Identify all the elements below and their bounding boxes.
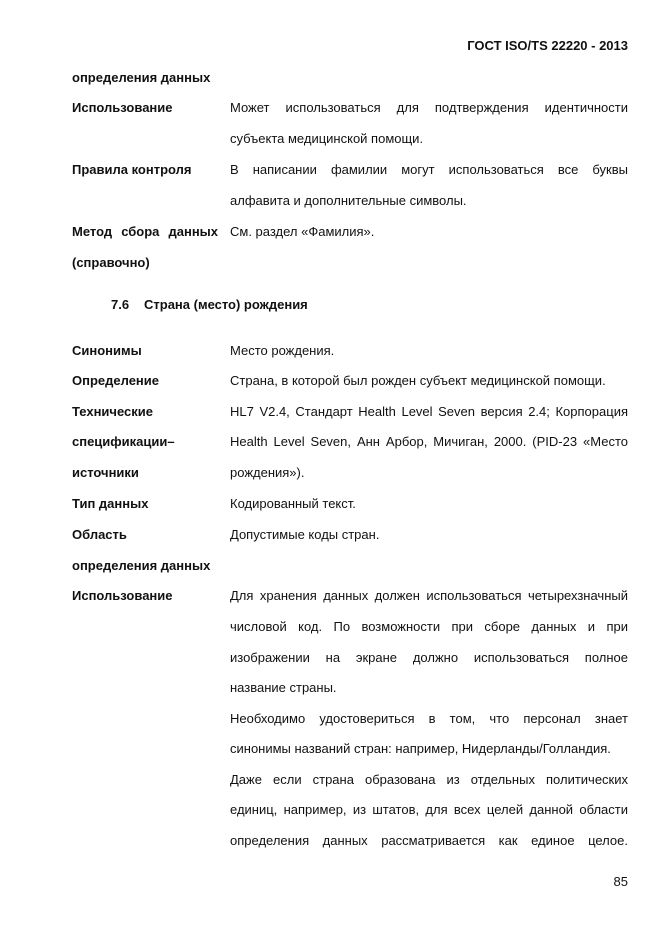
domain-label-line-2: определения данных	[72, 558, 211, 573]
section-number: 7.6	[111, 297, 130, 312]
tech-value-line-3: рождения»).	[230, 465, 305, 480]
usage-line-3: изображении на экране должно использоваться полное	[230, 650, 628, 665]
tech-value-line-1: HL7 V2.4, Стандарт Health Level Seven версия 2.4; Корпорация	[230, 404, 628, 419]
usage-line-7: Даже если страна образована из отдельных политических	[230, 772, 628, 787]
usage-line-9: определения данных рассматривается как единое целое.	[230, 833, 628, 848]
usage-line-4: название страны.	[230, 680, 337, 695]
usage-line-5: Необходимо удостовериться в том, что персонал знает	[230, 711, 628, 726]
usage-line-2: числовой код. По возможности при сборе данных и при	[230, 619, 628, 634]
prev-usage-line-2: субъекта медицинской помощи.	[230, 131, 424, 146]
prev-usage-line-1: Может использоваться для подтверждения идентичности	[230, 100, 628, 115]
prev-method-label-line-1: Метод сбора данных	[72, 224, 218, 239]
prev-rules-line-1: В написании фамилии могут использоваться все буквы	[230, 162, 628, 177]
synonyms-label: Синонимы	[72, 343, 142, 358]
usage-label: Использование	[72, 588, 173, 603]
section-heading	[111, 297, 308, 312]
usage-line-1: Для хранения данных должен использоваться четырехзначный	[230, 588, 628, 603]
data-type-label: Тип данных	[72, 496, 149, 511]
domain-value: Допустимые коды стран.	[230, 527, 380, 542]
prev-method-value: См. раздел «Фамилия».	[230, 224, 375, 239]
usage-line-8: единиц, например, из штатов, для всех целей данной области	[230, 802, 628, 817]
tech-value-line-2: Health Level Seven, Анн Арбор, Мичиган, 2000. (PID-23 «Место	[230, 434, 628, 449]
document-header: ГОСТ ISO/TS 22220 - 2013	[467, 38, 628, 53]
definition-value: Страна, в которой был рожден субъект медицинской помощи.	[230, 373, 606, 388]
data-type-value: Кодированный текст.	[230, 496, 356, 511]
domain-label-line-1: Область	[72, 527, 127, 542]
section-title: Страна (место) рождения	[144, 297, 308, 312]
tech-label-line-1: Технические	[72, 404, 153, 419]
definition-label: Определение	[72, 373, 160, 388]
tech-label-line-2: спецификации–	[72, 434, 175, 449]
prev-method-label-line-2: (справочно)	[72, 255, 150, 270]
prev-rules-label: Правила контроля	[72, 162, 192, 177]
prev-domain-label-cont: определения данных	[72, 70, 211, 85]
tech-label-line-3: источники	[72, 465, 139, 480]
synonyms-value: Место рождения.	[230, 343, 335, 358]
prev-usage-label: Использование	[72, 100, 173, 115]
usage-line-6: синонимы названий стран: например, Нидерланды/Голландия.	[230, 741, 611, 756]
page-number: 85	[613, 874, 628, 889]
prev-rules-line-2: алфавита и дополнительные символы.	[230, 193, 467, 208]
